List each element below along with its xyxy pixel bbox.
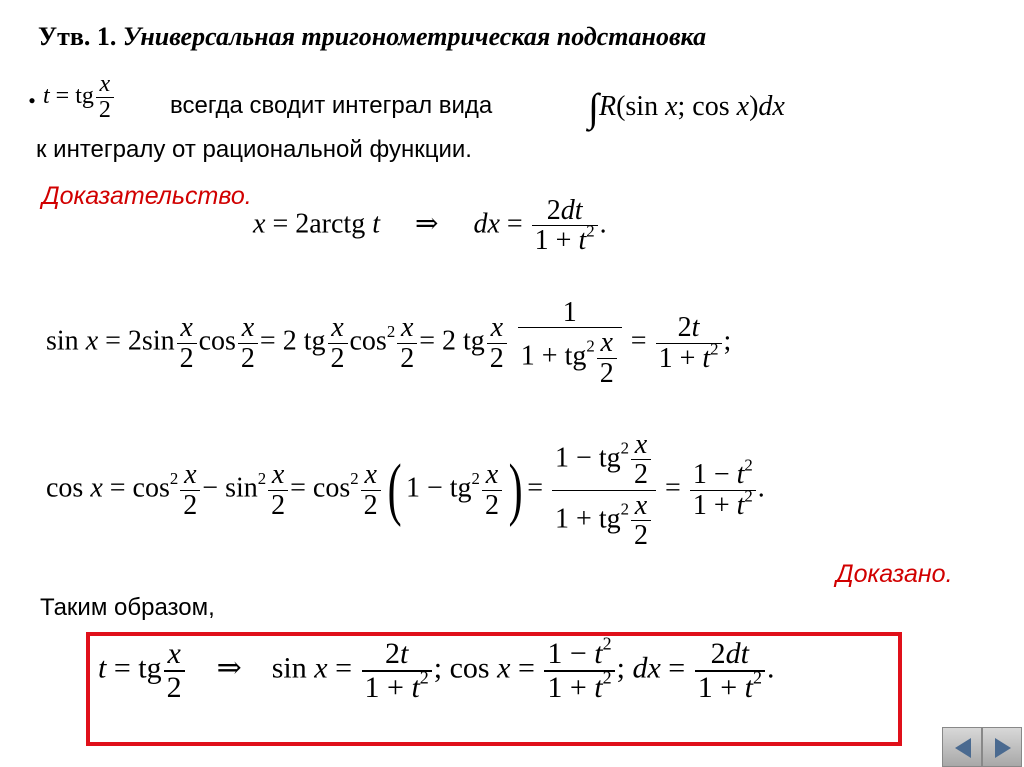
statement-dot: . — [28, 74, 36, 111]
statement-line-2 — [28, 72, 116, 123]
triangle-right-icon — [995, 738, 1011, 758]
proof-label: Доказательство. — [42, 182, 252, 210]
proof-equation-sin: sin x = 2sin $\frac{x}{2}$ cos $\frac{x}{2}$ = 2 tg $\frac{x}{2}$ $\cos^2$ $\frac{x}{2}$ = 2 tg $\frac{x}{2}$ 1 $1 + tg^2$ $\frac{x}{2}$ = $\frac{2t}{1 + t^2}$ ; — [46, 297, 732, 389]
previous-slide-button[interactable] — [942, 727, 982, 767]
integral-formula: ∫R(sin x; cos x)dx — [588, 85, 785, 130]
proof-equation-dx: x = 2arctg t ⇒ dx = $\frac{2dt}{1 + t^2}$ . — [253, 195, 607, 257]
statement-line-2-text: всегда сводит интеграл вида — [170, 92, 493, 119]
proved-label: Доказано. — [836, 560, 953, 588]
next-slide-button[interactable] — [982, 727, 1022, 767]
statement-label: Утв. 1. — [38, 22, 117, 51]
statement-heading — [38, 22, 706, 52]
substitution-formula: t = tg $\frac{x}{2}$ — [43, 83, 116, 109]
result-formula: t = tg $\frac{x}{2}$ ⇒ sin x = $\frac{2t}{1 + t^2}$ ; cos x = $\frac{1 - t^2}{1 + t^2}$ ; dx = $\frac{2dt}{1 + t^2}$ . — [98, 633, 775, 704]
proof-equation-cos: $\cos x = \cos^2$ $\frac{x}{2}$ − $\sin^2$ $\frac{x}{2}$ = $\cos^2$ $\frac{x}{2}$ ( $1 - tg^2$ $\frac{x}{2}$ ) = $1 - tg^2$ $\frac{x}{2}$ $1 + tg^2$ $\frac{x}{2}$ = $\frac{1 - t^2}{1 + t^2}$ . — [46, 429, 765, 552]
triangle-left-icon — [955, 738, 971, 758]
statement-title: Универсальная тригонометрическая подстановка — [122, 22, 707, 51]
statement-line-3: к интегралу от рациональной функции. — [36, 136, 472, 163]
conclusion-label: Таким образом, — [40, 594, 215, 621]
